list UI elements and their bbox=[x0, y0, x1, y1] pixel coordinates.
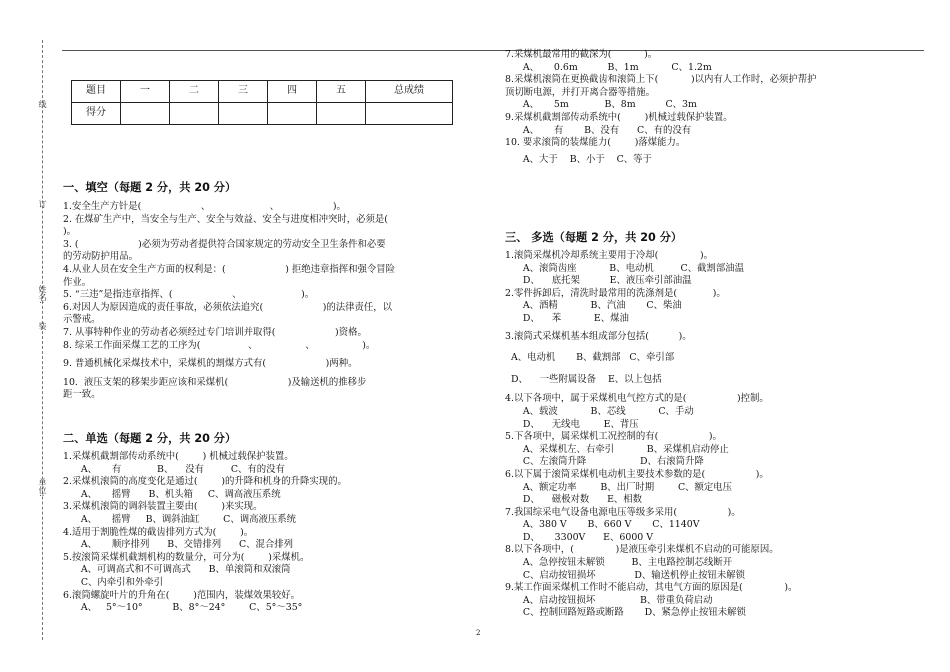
question-line: 10. 液压支架的移架步距应该和采煤机( )及输送机的推移步 bbox=[63, 376, 367, 388]
question-line: 7. 从事特种作业的劳动者必须经过专门培训并取得( )资格。 bbox=[63, 326, 367, 338]
margin-seal-label: 订 bbox=[38, 200, 47, 208]
question-line: A、载波 B、芯线 C、手动 bbox=[505, 405, 694, 417]
question-line: C、内牵引和外牵引 bbox=[63, 576, 164, 588]
question-line: C、启动按钮损坏 D、输送机停止按钮未解锁 bbox=[505, 569, 746, 581]
section-single-choice-continued bbox=[505, 49, 925, 166]
binding-dashed-line bbox=[42, 40, 44, 640]
question-line: D、 3300V E、6000 V bbox=[505, 531, 654, 543]
question-line: 5.下各项中，属采煤机工况控制的有( )。 bbox=[505, 431, 722, 443]
section-title: 二、单选（每题 2 分，共 20 分） bbox=[63, 432, 237, 445]
question-line: 顶切断电源，并打开离合器等措施。 bbox=[505, 86, 656, 98]
question-line: D、 底托架 E、液压牵引部油温 bbox=[505, 275, 692, 287]
question-line: 2.采煤机滚筒的高度变化是通过( )的升降和机身的升降实现的。 bbox=[63, 476, 347, 488]
question-line: A、采煤机左、右牵引 B、采煤机启动停止 bbox=[505, 443, 729, 455]
question-line: 6.以下属于滚筒采煤机电动机主要技术参数的是( )。 bbox=[505, 468, 769, 480]
question-line: D、 无线电 E、背压 bbox=[505, 418, 639, 430]
question-line: A、380 V B、660 V C、1140V bbox=[505, 519, 700, 531]
score-input-cell[interactable] bbox=[121, 103, 170, 125]
question-line: 4.适用于割脆性煤的截齿排列方式为( )。 bbox=[63, 526, 254, 538]
score-cell: 四 bbox=[268, 81, 317, 103]
question-line: 9.某工作面采煤机工作时不能启动，其电气方面的原因是( )。 bbox=[505, 582, 798, 594]
question-line: A、电动机 B、截割部 C、牵引部 bbox=[505, 352, 675, 364]
question-line: 的劳动防护用品。 bbox=[63, 251, 139, 263]
question-line: A、 5°～10° B、8°～24° C、5°～35° bbox=[63, 602, 303, 614]
question-line: 2. 在煤矿生产中，当安全与生产、安全与效益、安全与进度相冲突时，必须是( bbox=[63, 213, 388, 225]
question-line: A、 摇臂 B、机头箱 C、调高液压系统 bbox=[63, 488, 281, 500]
question-line: A、滚筒齿座 B、电动机 C、截割部油温 bbox=[505, 262, 744, 274]
score-table-score-row bbox=[72, 103, 453, 125]
question-line: 作业。 bbox=[63, 276, 92, 288]
question-line: 1.采煤机截割部传动系统中( ) 机械过载保护装置。 bbox=[63, 451, 294, 462]
question-line: 7.采煤机最常用的截深为( )。 bbox=[505, 49, 658, 60]
question-line: A、 5m B、8m C、3m bbox=[505, 99, 697, 111]
score-table bbox=[71, 80, 453, 125]
question-line: 8.采煤机滚筒在更换截齿和滚筒上下( )以内有人工作时，必须护帮护 bbox=[505, 74, 817, 86]
score-input-cell[interactable] bbox=[268, 103, 317, 125]
question-line: A、 顺序排列 B、交错排列 C、混合排列 bbox=[63, 539, 294, 551]
question-line: A、额定功率 B、出厂时期 C、额定电压 bbox=[505, 481, 733, 493]
question-line: 5.按滚筒采煤机截割机构的数量分，可分为( )采煤机。 bbox=[63, 551, 310, 563]
score-cell: 五 bbox=[317, 81, 366, 103]
question-line: A、 有 B、没有 C、有的没有 bbox=[505, 124, 692, 136]
score-cell: 总成绩 bbox=[366, 81, 453, 103]
score-cell: 一 bbox=[121, 81, 170, 103]
question-line: 3. ( )必须为劳动者提供符合国家规定的劳动安全卫生条件和必要 bbox=[63, 238, 386, 250]
question-line: A、 有 B、 没有 C、有的没有 bbox=[63, 463, 285, 475]
question-line: A、急停按钮未解锁 B、主电路控制芯线断开 bbox=[505, 557, 733, 569]
margin-name-label: 姓名: bbox=[38, 285, 47, 304]
question-line: )。 bbox=[63, 226, 77, 238]
question-line: C、控制回路短路或断路 D、紧急停止按钮未解锁 bbox=[505, 607, 746, 619]
question-line: 9.采煤机截割部传动系统中( )机械过载保护装置。 bbox=[505, 111, 733, 123]
score-cell: 二 bbox=[170, 81, 219, 103]
page-number: 2 bbox=[476, 629, 481, 637]
question-line: D、 苯 E、煤油 bbox=[505, 312, 629, 324]
question-line: A、启动按钮损坏 B、带重负荷启动 bbox=[505, 594, 713, 606]
question-line: 1.安全生产方针是( 、 、 )。 bbox=[63, 201, 346, 212]
score-input-cell[interactable] bbox=[366, 103, 453, 125]
margin-unit-label: 单位: bbox=[38, 478, 47, 497]
question-line: 6.滚筒螺旋叶片的升角在( )范围内，装煤效果较好。 bbox=[63, 589, 300, 601]
score-input-cell[interactable] bbox=[219, 103, 268, 125]
score-cell: 得分 bbox=[72, 103, 121, 125]
question-line: A、 摇臂 B、调斜油缸 C、调高液压系统 bbox=[63, 513, 296, 525]
question-line: 3.滚筒式采煤机基本组成部分包括( )。 bbox=[505, 330, 692, 342]
question-line: 8.以下各项中，( )是液压牵引来煤机不启动的可能原因。 bbox=[505, 544, 779, 556]
score-cell: 三 bbox=[219, 81, 268, 103]
question-line: 距一致。 bbox=[63, 389, 101, 401]
question-line: 6.对因人为原因造成的责任事故，必须依法追究( )的法律责任，以 bbox=[63, 301, 392, 313]
question-line: 8. 综采工作面采煤工艺的工序为( 、 、 )。 bbox=[63, 339, 376, 351]
question-line: 1.滚筒采煤机冷却系统主要用于冷却( )。 bbox=[505, 250, 713, 261]
question-line: 7.我国综采电气设备电源电压等级多采用( )。 bbox=[505, 506, 741, 518]
question-line: 9. 普通机械化采煤技术中，采煤机的割煤方式有( )两种。 bbox=[63, 358, 358, 370]
question-line: C、左滚筒升降 D、右滚筒升降 bbox=[505, 456, 704, 468]
margin-bind-label: 装 bbox=[38, 322, 47, 330]
margin-line-label: 线 bbox=[38, 100, 47, 108]
score-table-header-row bbox=[72, 81, 453, 103]
question-line: 示警戒。 bbox=[63, 314, 101, 326]
score-cell: 题目 bbox=[72, 81, 121, 103]
section-multiple-choice bbox=[505, 231, 925, 620]
question-line: A、 0.6m B、1m C、1.2m bbox=[505, 61, 712, 73]
question-line: 4.以下各项中，属于采煤机电气控方式的是( )控制。 bbox=[505, 393, 769, 405]
question-line: A、大于 B、小于 C、等于 bbox=[505, 153, 652, 165]
question-line: A、可调高式和不可调高式 B、单滚筒和双滚筒 bbox=[63, 564, 291, 576]
question-line: 2.零件拆卸后，清洗时最常用的洗涤剂是( )。 bbox=[505, 287, 726, 299]
question-line: 5. “三违”是指违章指挥、( 、 )。 bbox=[63, 289, 315, 301]
section-title: 三、 多选（每题 2 分，共 20 分） bbox=[505, 231, 683, 244]
section-fill-in bbox=[63, 181, 463, 402]
score-input-cell[interactable] bbox=[170, 103, 219, 125]
question-line: 4.从业人员在安全生产方面的权利是：( ) 拒绝违章指挥和强令冒险 bbox=[63, 263, 395, 275]
question-line: A、酒精 B、汽油 C、柴油 bbox=[505, 300, 682, 312]
question-line: D、 磁极对数 E、相数 bbox=[505, 494, 643, 506]
question-line: 10. 要求滚筒的装煤能力( )落煤能力。 bbox=[505, 137, 686, 149]
section-title: 一、填空（每题 2 分，共 20 分） bbox=[63, 181, 237, 194]
question-line: 3.采煤机滚筒的调斜装置主要由( )来实现。 bbox=[63, 501, 263, 513]
section-single-choice bbox=[63, 432, 463, 615]
question-line: D、 一些附属设备 E、以上包括 bbox=[505, 373, 662, 385]
score-input-cell[interactable] bbox=[317, 103, 366, 125]
